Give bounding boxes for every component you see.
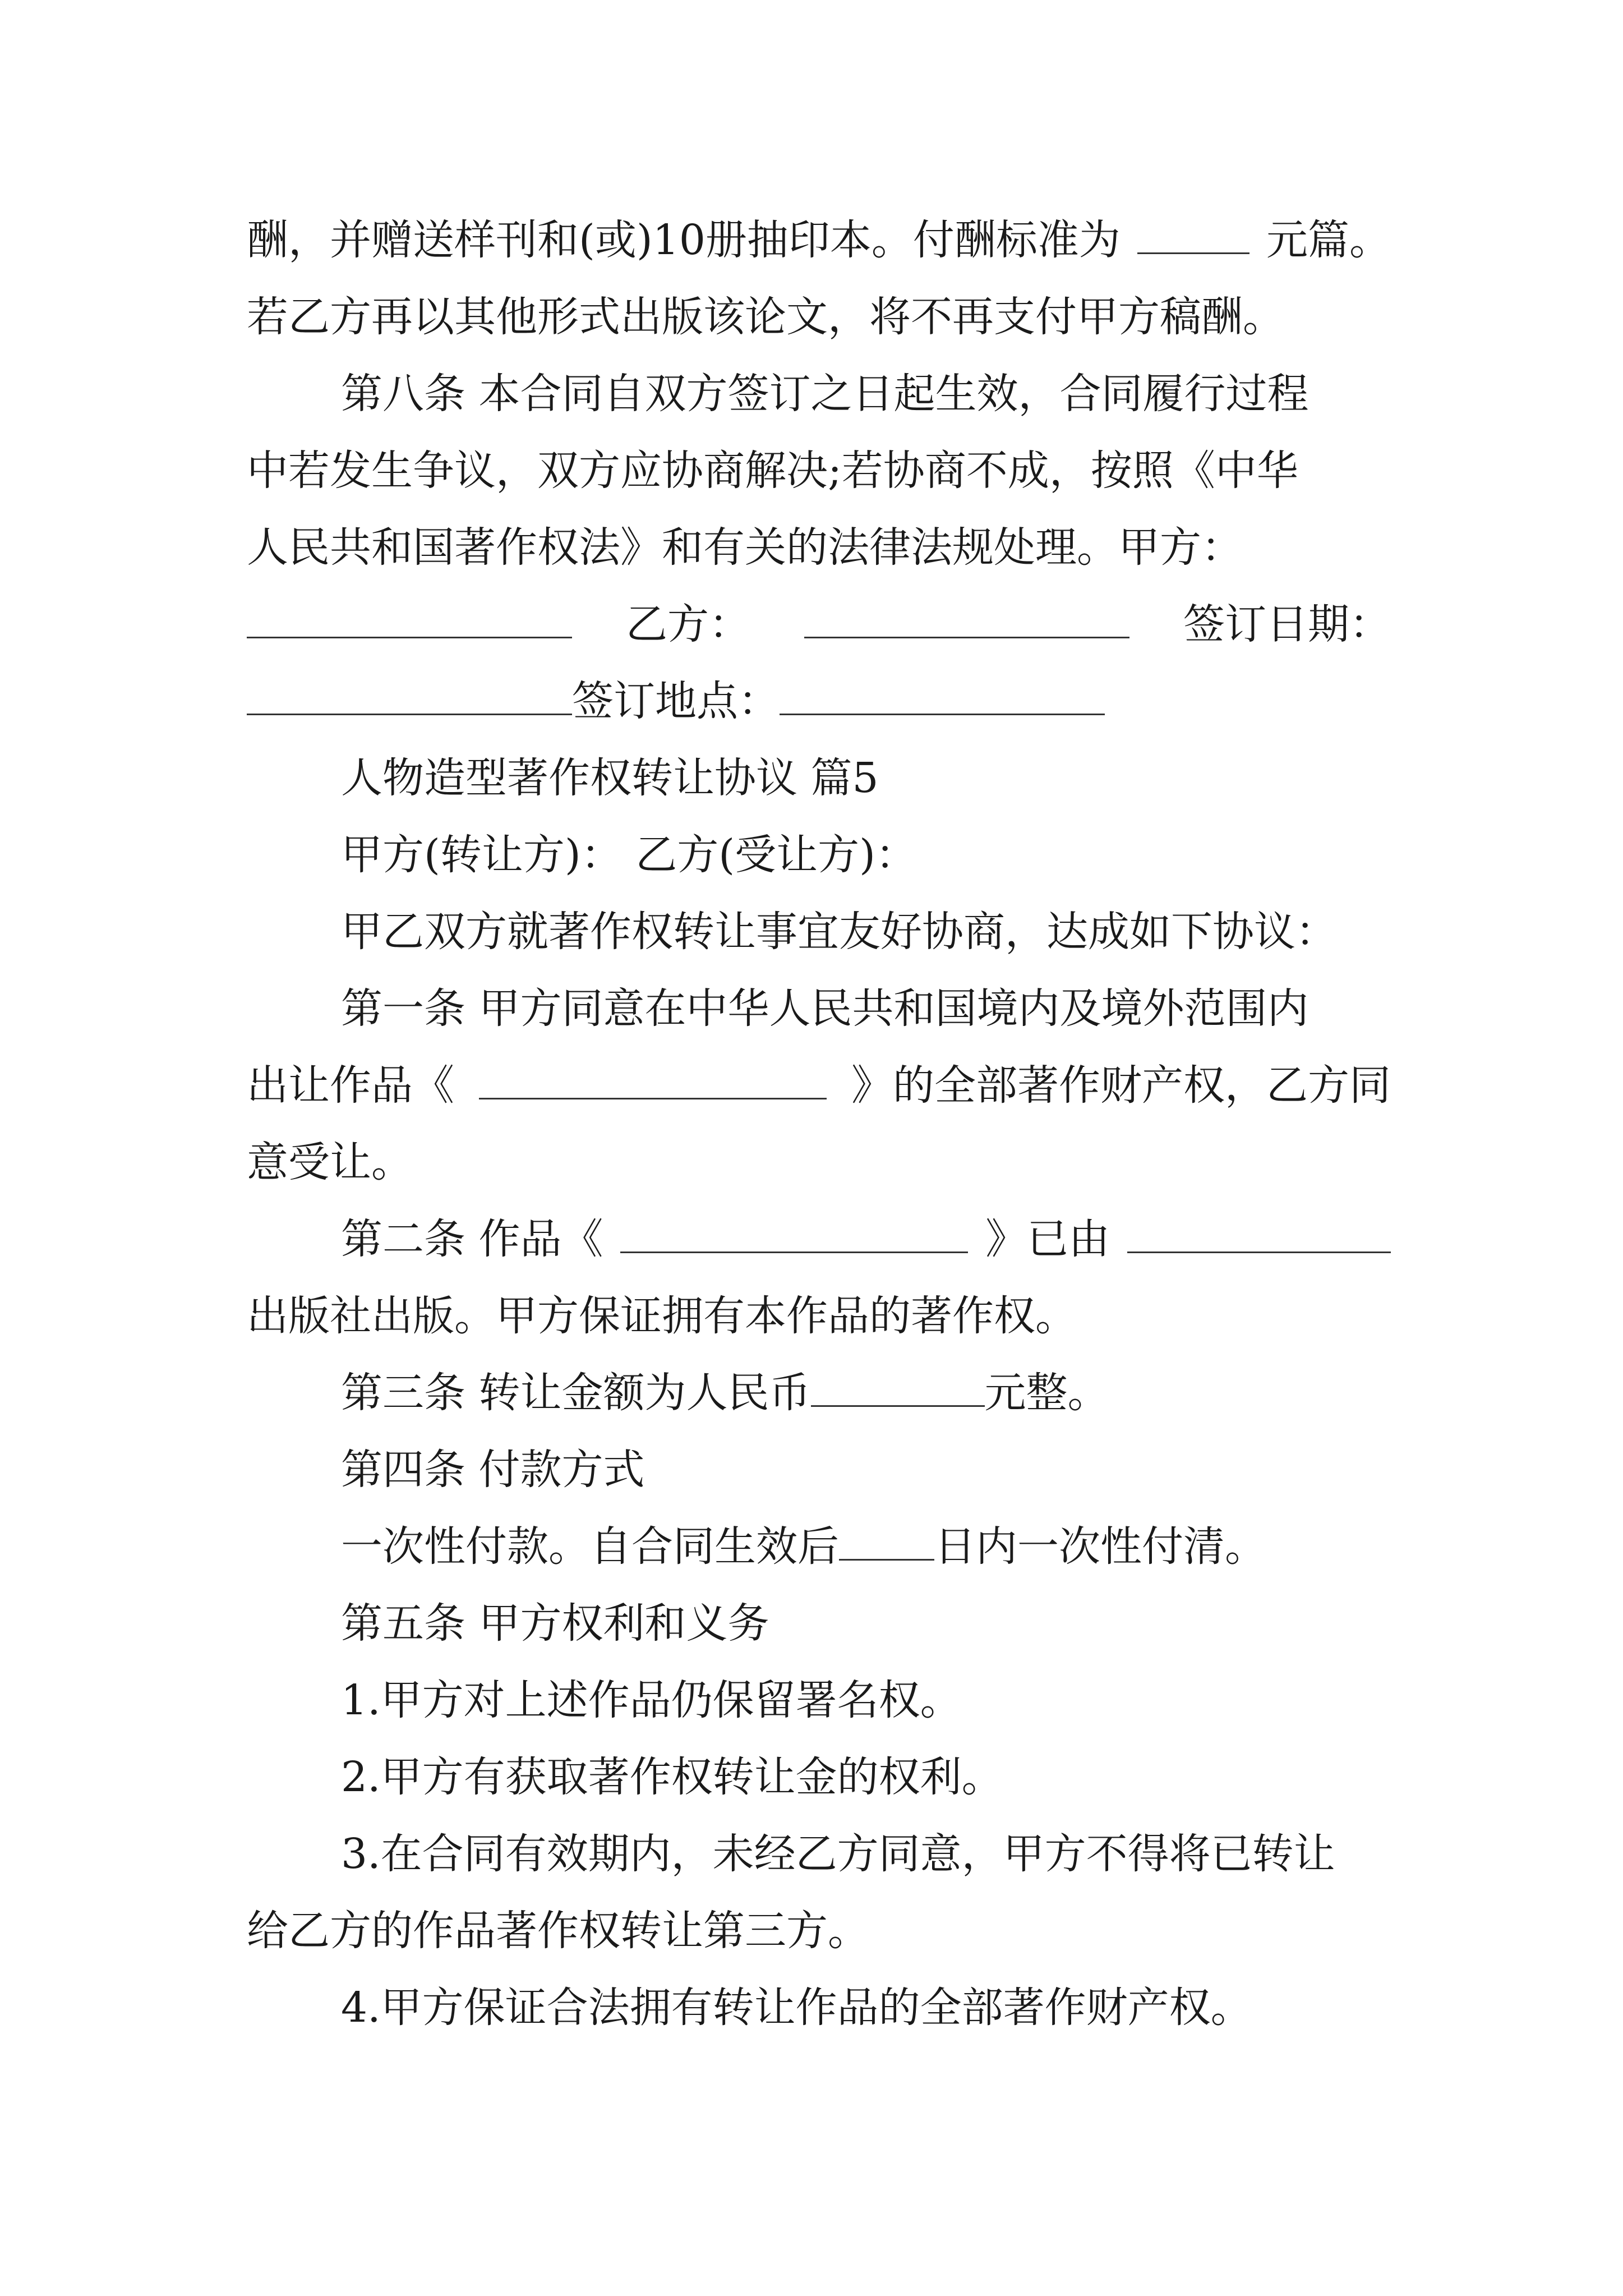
text-segment: 》已由 bbox=[985, 1215, 1110, 1263]
paragraph-line bbox=[247, 202, 1391, 279]
paragraph-line bbox=[247, 1047, 1391, 1124]
list-item: 1.甲方对上述作品仍保留署名权。 bbox=[341, 1676, 962, 1724]
list-item: 4.甲方保证合法拥有转让作品的全部著作财产权。 bbox=[341, 1984, 1252, 2032]
paragraph-line: 人民共和国著作权法》和有关的法律法规处理。甲方： bbox=[247, 523, 1243, 572]
parties-line: 甲方(转让方)： 乙方(受让方)： bbox=[341, 831, 917, 879]
signature-line bbox=[247, 586, 1391, 663]
paragraph-line: 给乙方的作品著作权转让第三方。 bbox=[247, 1907, 869, 1955]
work-title-blank bbox=[479, 1060, 827, 1099]
days-blank bbox=[839, 1521, 934, 1561]
article-four: 第四条 付款方式 bbox=[341, 1446, 645, 1494]
text-segment: 一次性付款。自合同生效后 bbox=[341, 1522, 839, 1571]
article-eight: 第八条 本合同自双方签订之日起生效，合同履行过程 bbox=[341, 370, 1309, 418]
paragraph-line: 意受让。 bbox=[247, 1138, 413, 1186]
paragraph-line: 出版社出版。甲方保证拥有本作品的著作权。 bbox=[247, 1292, 1077, 1340]
preamble-line: 甲乙双方就著作权转让事宜友好协商，达成如下协议： bbox=[341, 908, 1337, 956]
section-heading: 人物造型著作权转让协议 篇5 bbox=[341, 754, 879, 802]
text-segment: 》的全部著作财产权，乙方同 bbox=[851, 1061, 1391, 1110]
paragraph-line: 若乙方再以其他形式出版该论文，将不再支付甲方稿酬。 bbox=[247, 293, 1284, 341]
article-two bbox=[247, 1201, 1391, 1278]
publisher-blank bbox=[1127, 1213, 1391, 1253]
party-b-signature-blank bbox=[804, 599, 1129, 638]
article-five: 第五条 甲方权利和义务 bbox=[341, 1599, 769, 1648]
list-item: 3.在合同有效期内，未经乙方同意，甲方不得将已转让 bbox=[341, 1830, 1335, 1878]
sign-date-blank bbox=[247, 675, 572, 715]
text-segment: 出让作品《 bbox=[247, 1061, 454, 1110]
sign-place-label: 签订地点： bbox=[572, 677, 780, 725]
sign-place-blank bbox=[780, 675, 1105, 715]
party-b-label: 乙方： bbox=[626, 600, 750, 648]
payment-line bbox=[247, 1508, 1391, 1585]
article-three bbox=[247, 1355, 1391, 1432]
document-page bbox=[247, 202, 1391, 2046]
list-item: 2.甲方有获取著作权转让金的权利。 bbox=[341, 1753, 1003, 1801]
amount-blank bbox=[811, 1367, 985, 1407]
text-segment: 元篇。 bbox=[1266, 216, 1391, 264]
sign-place-line bbox=[247, 663, 1391, 740]
text-segment: 酬，并赠送样刊和(或)10册抽印本。付酬标准为 bbox=[247, 216, 1121, 264]
text-segment: 第二条 作品《 bbox=[341, 1215, 603, 1263]
text-segment: 日内一次性付清。 bbox=[934, 1522, 1266, 1571]
text-segment: 元整。 bbox=[984, 1369, 1109, 1417]
paragraph-line: 中若发生争议，双方应协商解决;若协商不成，按照《中华 bbox=[247, 447, 1298, 495]
sign-date-label: 签订日期： bbox=[1183, 600, 1391, 648]
party-a-signature-blank bbox=[247, 599, 572, 638]
work-title-blank bbox=[620, 1213, 968, 1253]
text-segment: 第三条 转让金额为人民币 bbox=[341, 1369, 811, 1417]
fill-in-blank bbox=[1137, 214, 1249, 254]
article-one: 第一条 甲方同意在中华人民共和国境内及境外范围内 bbox=[341, 984, 1309, 1033]
